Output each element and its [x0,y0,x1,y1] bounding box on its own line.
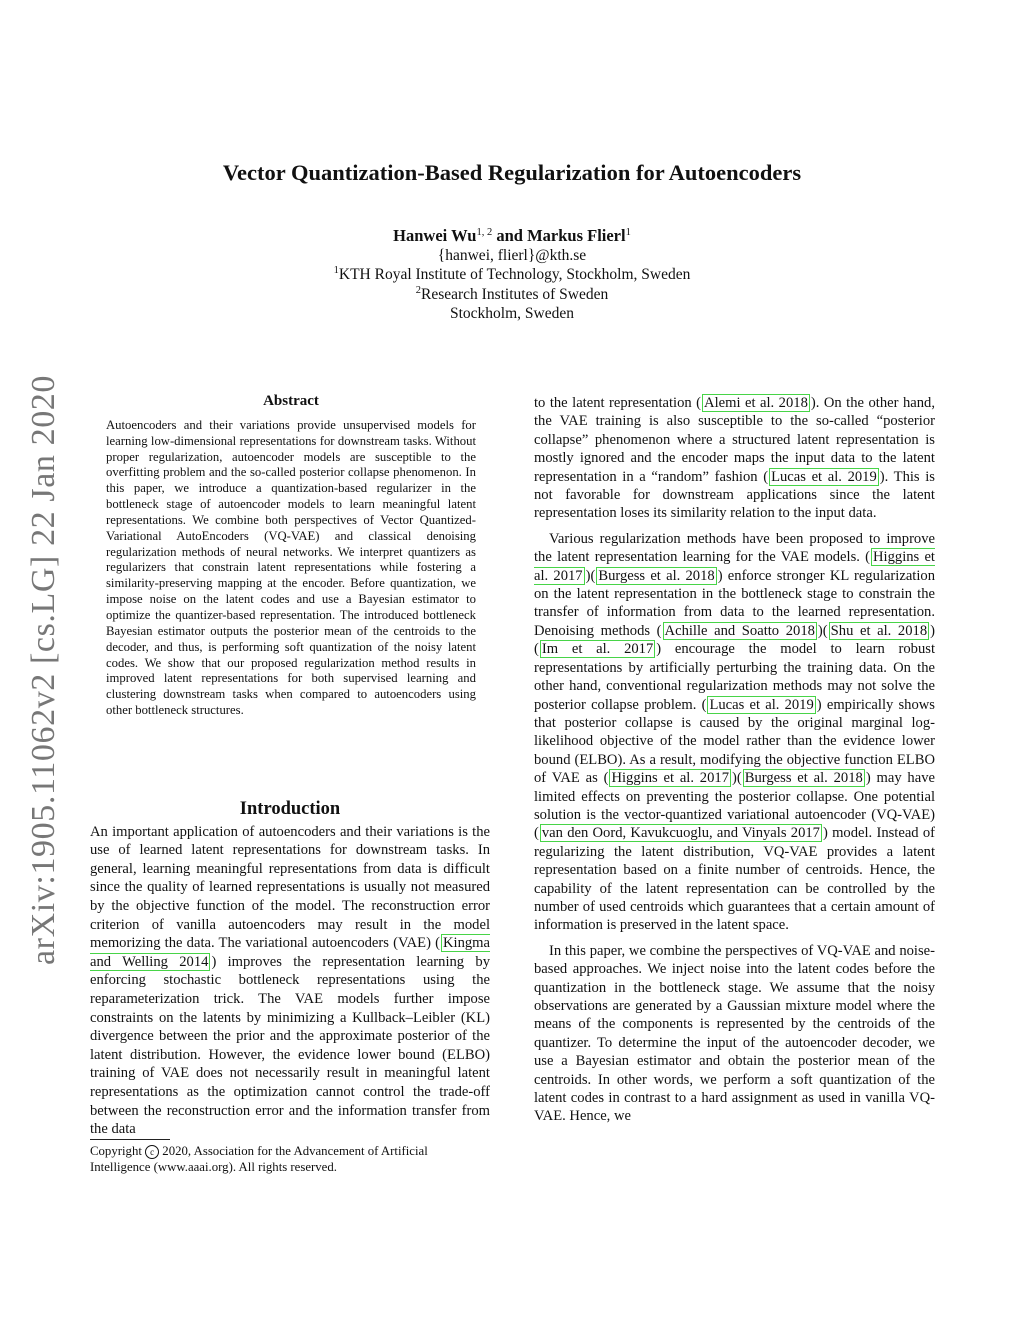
affiliation-1-text: KTH Royal Institute of Technology, Stockholm, Sweden [338,266,691,283]
right-paragraph-2 [534,530,935,935]
author-2-affiliation: 1 [625,227,631,238]
citation-link[interactable]: Higgins et al. 2017 [611,770,729,787]
right-text: ) encourage the model to learn robust representations by artificially perturbing the training data. On the other hand, conventional regularization methods may not solve the posterior collapse problem. ( [534,641,935,713]
abstract-section [106,394,476,719]
abstract-text: Autoencoders and their variations provide unsupervised models for learning low-dimensional representations for downstream tasks. Without proper regularization, autoencoder models are susceptible to the overfitting problem and the so-called posterior collapse phenomenon. In this paper, we introduce a quantization-based regularizer in the bottleneck stage of autoencoder models to learn meaningful latent representations. We combine both perspectives of Vector Quantized-Variational AutoEncoders (VQ-VAE) and classical denoising regularization methods of neural networks. We interpret quantizers as regularizers that constrain latent representations while fostering a similarity-preserving mapping at the encoder. Before quantization, we impose noise on the latent codes and use a Bayesian estimator to optimize the quantizer-based representation. The introduced bottleneck Bayesian estimator outputs the posterior mean of the centroids to the decoder, and thus, is performing soft quantization of the noisy latent codes. We show that our proposed regularization method results in improved latent representations for both supervised learning and clustering downstream tasks when compared to autoencoders using other bottleneck structures. [106,417,476,718]
citation-link[interactable]: Burgess et al. 2018 [598,567,715,584]
right-text: ) enforce stronger KL regularization on the latent representation in the bottleneck stage to constrain the transfer of information from data to the learned representation. Denoising methods ( [534,567,935,639]
citation-link[interactable]: van den Oord, Kavukcuoglu, and Vinyals 2017 [541,825,820,842]
citation-link[interactable]: Im et al. 2017 [541,641,654,658]
paper-title: Vector Quantization-Based Regularization for Autoencoders [222,160,802,185]
citation-link[interactable]: Kingma and Welling 2014 [90,935,490,970]
copyright-prefix: Copyright [90,1144,142,1158]
affiliation-2 [0,285,1024,305]
right-paragraph-3: In this paper, we combine the perspectives of VQ-VAE and noise-based approaches. We inject noise into the latent codes before the quantization in the bottleneck stage. We assume that the noisy observations are generated by a Gaussian mixture model where the means of the components is represented by the centroids of the quantizer. To determine the input of the autoencoder decoder, we use a Bayesian estimator and obtain the posterior mean of the centroids. In other words, we perform a soft quantization of the latent codes in contrast to a hard assignment as used in vanilla VQ-VAE. Hence, we [534,942,935,1125]
copyright-icon: c [145,1145,159,1159]
arxiv-stamp [14,350,74,990]
right-text: )( [732,770,742,787]
introduction-paragraph-1 [90,823,490,1139]
copyright-text: 2020, Association for the Advancement of Artificial Intelligence (www.aaai.org). All rights reserved. [90,1144,428,1174]
right-text: to the latent representation ( [534,395,702,411]
author-connector: and [492,226,528,245]
right-text: ) may have limited effects on preventing the posterior collapse. One potential solution is the vector-quantized variational autoencoder (VQ-VAE) ( [534,770,935,842]
author-email: {hanwei, flierl}@kth.se [437,246,587,264]
right-text: ). This is not favorable for downstream applications since the latent representation loses its similarity relation to the input data. [534,468,935,522]
right-text: )( [585,567,596,584]
right-column [534,394,935,1126]
intro-text-2: ) improves the representation learning by enforcing stochastic bottleneck representations using the reparameterization trick. The VAE models further impose constraints on the latents by minimizing a Kullback–Leibler (KL) divergence between the prior and the approximate posterior of the latent distribution. However, the evidence lower bound (ELBO) training of VAE does not necessarily result in meaningful latent representations as the optimization cannot control the trade-off between the reconstruction error and the information transfer from the data [90,953,490,1138]
citation-link[interactable]: Higgins et al. 2017 [534,549,935,584]
citation-link[interactable]: Lucas et al. 2019 [709,696,814,713]
affiliation-1 [0,265,1024,285]
footnote-rule [90,1139,170,1140]
author-block [0,226,1024,324]
arxiv-stamp-text: arXiv:1905.11062v2 [cs.LG] 22 Jan 2020 [25,374,62,966]
citation-link[interactable]: Achille and Soatto 2018 [664,622,815,639]
introduction-section [90,776,490,1139]
right-text: ). On the other hand, the VAE training is also susceptible to the so-called “posterior collapse” phenomenon where a structured latent representation is mostly ignored and the encoder maps the input data to the latent representation in a “random” fashion ( [534,395,935,485]
affiliation-3: Stockholm, Sweden [450,305,574,322]
introduction-heading: Introduction [239,799,341,819]
affiliation-2-mark: 2 [415,284,421,296]
right-text: )( [534,622,935,658]
citation-link[interactable]: Alemi et al. 2018 [704,395,808,411]
right-text: Various regularization methods have been proposed to improve the latent representation learning for the VAE models. ( [534,530,935,566]
citation-link[interactable]: Lucas et al. 2019 [771,468,877,485]
citation-link[interactable]: Burgess et al. 2018 [744,770,863,787]
citation-link[interactable]: Shu et al. 2018 [830,622,928,639]
affiliation-2-text: Research Institutes of Sweden [421,285,609,303]
author-1: Hanwei Wu [393,226,477,245]
intro-text-1: An important application of autoencoders and their variations is the use of learned latent representations for downstream tasks. In general, learning meaningful representations from data is difficult since the quality of learned representations is usually not measured by the objective function of the model. The reconstruction error criterion of vanilla autoencoders may result in the model memorizing the data. The variational autoencoders (VAE) ( [90,823,490,952]
right-text: ) model. Instead of regularizing the latent distribution, VQ-VAE provides a latent representation based on a finite number of centroids. Hence, the capability of the latent representation can be controlled by the number of used centroids which guarantees that a certain amount of information is preserved in the latent space. [534,825,936,934]
author-1-affiliation: 1, 2 [476,227,493,238]
copyright-footnote [90,1143,490,1175]
author-2: Markus Flierl [527,226,626,245]
author-names [0,226,1024,246]
abstract-heading: Abstract [263,393,319,409]
affiliation-1-mark: 1 [333,265,339,276]
right-text: ) empirically shows that posterior collapse is caused by the original marginal log-likelihood objective of the model rather than the evidence lower bound (ELBO). As a result, modifying the objective function ELBO of VAE as ( [534,696,935,787]
right-paragraph-1 [534,394,935,523]
right-text: )( [817,622,828,639]
